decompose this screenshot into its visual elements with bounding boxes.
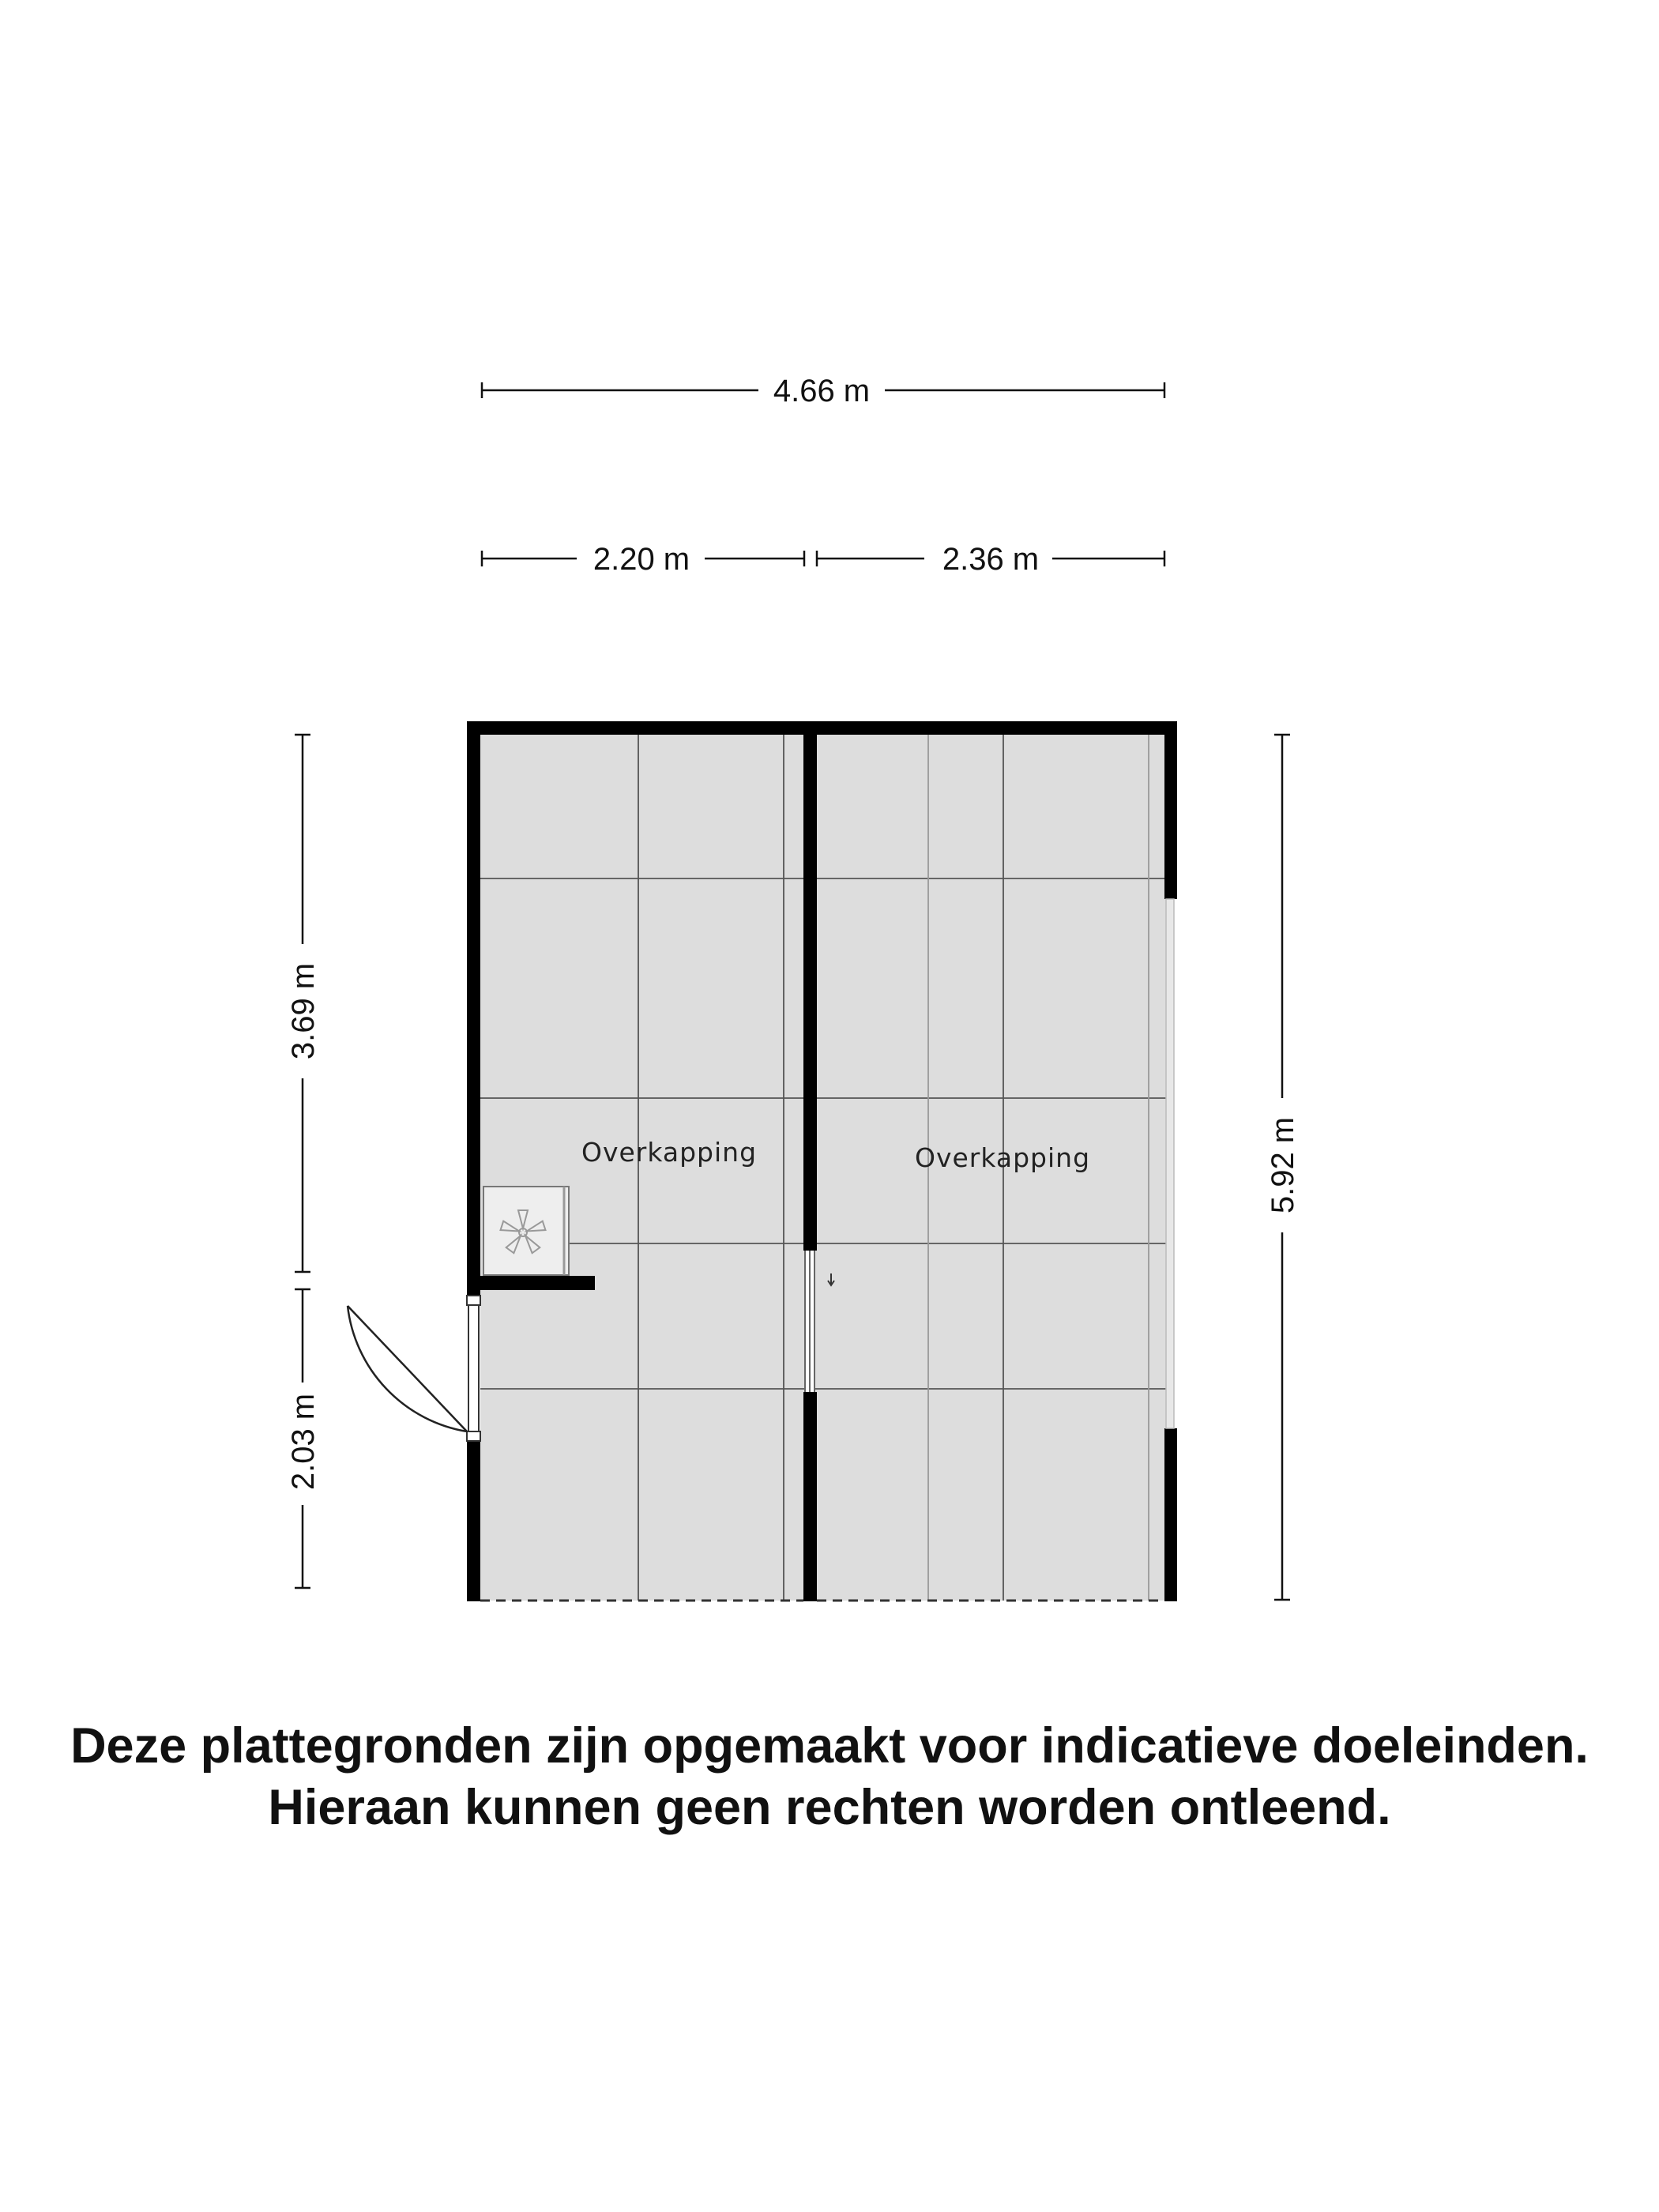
dimension-label-left-lower: 2.03 m [286,1393,321,1491]
floor-left [480,735,806,1601]
dimension-label-top-total: 4.66 m [773,374,871,408]
entrance-door [348,1296,480,1441]
dimension-label-right-total: 5.92 m [1266,1116,1300,1214]
dimension-label-top-left: 2.20 m [592,542,690,577]
dimension-label-left-upper: 3.69 m [286,962,321,1060]
room-label-right: Overkapping [914,1142,1091,1173]
dimension-label-top-right: 2.36 m [942,542,1040,577]
open-side-right [1166,899,1174,1428]
disclaimer-line-1: Deze plattegronden zijn opgemaakt voor indicatieve doeleinden. [70,1718,1589,1774]
center-passage [805,1251,814,1392]
room-label-left: Overkapping [581,1137,758,1168]
disclaimer-line-2: Hieraan kunnen geen rechten worden ontleend. [268,1780,1391,1835]
